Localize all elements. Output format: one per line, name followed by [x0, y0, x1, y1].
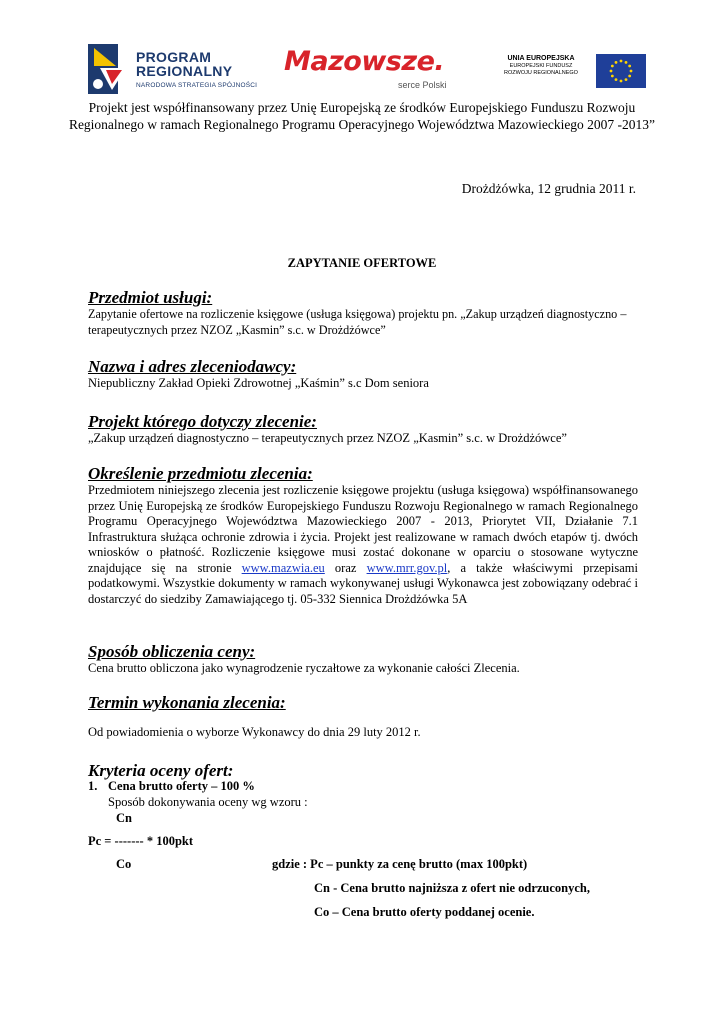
mazowsze-tagline: serce Polski	[398, 80, 447, 90]
section-heading-client: Nazwa i adres zleceniodawcy:	[88, 357, 297, 376]
mazowsze-logo	[284, 46, 464, 96]
criteria-item-number: 1.	[88, 779, 98, 793]
scope-text-2: oraz	[324, 560, 367, 575]
eu-logo	[486, 50, 646, 90]
logo-bar	[88, 40, 648, 98]
formula-main: Pc = ------- * 100pkt	[88, 834, 194, 848]
formula-where-2: Cn - Cena brutto najniższa z ofert nie odrzuconych,	[314, 881, 591, 895]
eu-star-icon	[620, 80, 623, 83]
eu-star-icon	[615, 61, 618, 64]
criteria-method: Sposób dokonywania oceny wg wzoru :	[108, 795, 308, 809]
program-star-icon	[88, 44, 132, 94]
eu-star-icon	[625, 78, 628, 81]
section-heading-criteria: Kryteria oceny ofert:	[88, 761, 234, 780]
eu-logo-text	[496, 54, 586, 77]
program-line1: PROGRAM	[136, 49, 212, 65]
section-heading-deadline: Termin wykonania zlecenia:	[88, 693, 286, 712]
scope-text-1: Przedmiotem niniejszego zlecenia jest rozliczenie księgowe projektu (usługa księgowa) współfinansowanego przez Unię Europejską ze środków Europejskiego Funduszu Rozwoju Regionalnego w ramach Regionalnego Programu Operacyjnego Województwa Mazowieckiego 2007 - 2013, Priorytet VII, Działanie 7.1 Infrastruktura służąca ochronie zdrowia i życia. Projekt jest realizowane w ramach dwóch etapów tj. dwóch wniosków o płatność. Rozliczenie księgowe musi zostać dokonane w oparciu o stosowane wytyczne znajdujące się na stronie	[88, 483, 638, 575]
formula-denominator: Co	[116, 857, 132, 871]
eu-star-icon	[625, 61, 628, 64]
formula-numerator: Cn	[116, 811, 132, 825]
mazwia-link[interactable]: www.mazwia.eu	[241, 560, 325, 575]
eu-star-icon	[615, 78, 618, 81]
program-regionalny-logo	[88, 44, 268, 94]
section-text-price: Cena brutto obliczona jako wynagrodzenie ryczałtowe za wykonanie całości Zlecenia.	[88, 661, 520, 675]
eu-flag-icon	[596, 54, 646, 88]
eu-line1: UNIA EUROPEJSKA	[507, 55, 575, 62]
section-text-project: „Zakup urządzeń diagnostyczno – terapeutycznych przez NZOZ „Kasmin” s.c. w Drożdżówce”	[88, 431, 567, 445]
eu-star-icon	[620, 60, 623, 63]
section-text-client: Niepubliczny Zakład Opieki Zdrowotnej „Kaśmin” s.c Dom seniora	[88, 376, 429, 390]
program-subtitle: NARODOWA STRATEGIA SPÓJNOŚCI	[136, 82, 258, 89]
section-heading-project: Projekt którego dotyczy zlecenie:	[88, 412, 317, 431]
formula-where-3: Co – Cena brutto oferty poddanej ocenie.	[314, 905, 535, 919]
scope-text-3: , a także właściwymi przepisami podatkowymi. Wszystkie dokumenty w ramach wykonywanej usługi Wykonawca jest zobowiązany odebrać i dostarczyć do siedziby Zamawiającego tj. 05-332 Siennica Drożdżówka 5A	[88, 560, 638, 606]
eu-star-icon	[610, 70, 613, 73]
document-date: Drożdżówka, 12 grudnia 2011 r.	[461, 181, 636, 196]
eu-star-icon	[611, 75, 614, 78]
eu-line2: EUROPEJSKI FUNDUSZ	[509, 63, 573, 69]
formula-where-1: gdzie : Pc – punkty za cenę brutto (max 100pkt)	[272, 857, 528, 871]
eu-line3: ROZWOJU REGIONALNEGO	[504, 70, 578, 76]
section-heading-subject: Przedmiot usługi:	[88, 288, 213, 307]
section-text-deadline: Od powiadomienia o wyborze Wykonawcy do dnia 29 luty 2012 r.	[88, 725, 421, 739]
mazowsze-wordmark: Mazowsze.	[284, 46, 445, 77]
eu-star-icon	[628, 75, 631, 78]
document-title: ZAPYTANIE OFERTOWE	[287, 256, 437, 270]
section-text-subject: Zapytanie ofertowe na rozliczenie księgowe (usługa księgowa) projektu pn. „Zakup urządzeń diagnostyczno – terapeutycznych przez NZOZ „Kasmin” s.c. w Drożdżówce”	[88, 307, 627, 337]
mrr-link[interactable]: www.mrr.gov.pl	[366, 560, 448, 575]
section-heading-price: Sposób obliczenia ceny:	[88, 642, 256, 661]
program-line2: REGIONALNY	[136, 63, 233, 79]
criteria-item-label: Cena brutto oferty – 100 %	[108, 779, 255, 793]
eu-star-icon	[630, 70, 633, 73]
section-text-scope	[88, 483, 638, 607]
program-title	[136, 50, 232, 78]
eu-star-icon	[628, 65, 631, 68]
cofinancing-statement: Projekt jest współfinansowany przez Unię Europejską ze środków Europejskiego Funduszu Rozwoju Regionalnego w ramach Regionalnego Programu Operacyjnego Województwa Mazowieckiego 2007 -2013”	[68, 100, 656, 132]
section-heading-scope: Określenie przedmiotu zlecenia:	[88, 464, 313, 483]
eu-star-icon	[611, 65, 614, 68]
